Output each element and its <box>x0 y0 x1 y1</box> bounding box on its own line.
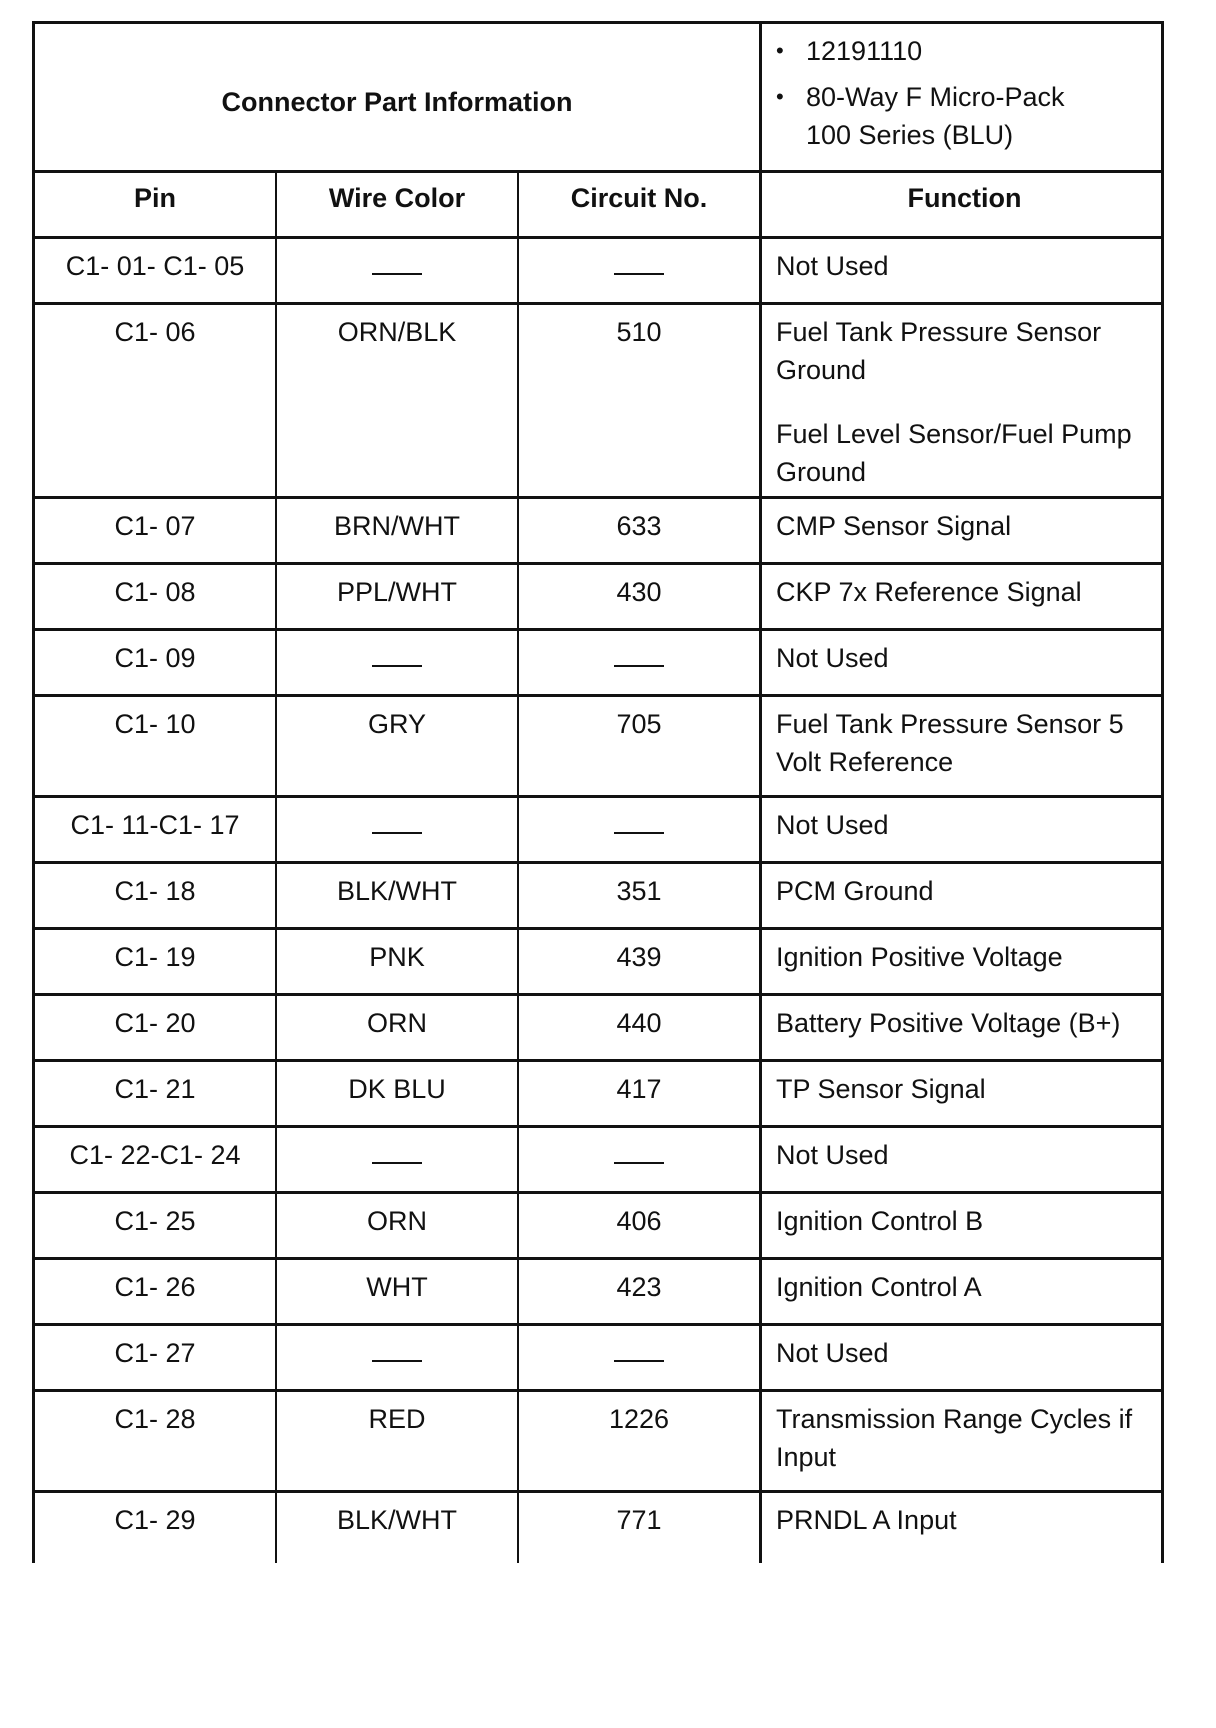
function-cell <box>762 1194 1161 1257</box>
function-text: Not Used <box>776 251 889 281</box>
circuit-cell: 440 <box>519 996 762 1059</box>
table-row <box>35 499 1161 565</box>
function-cell <box>762 697 1161 795</box>
function-cell <box>762 565 1161 628</box>
pin-cell: C1- 07 <box>35 499 277 562</box>
table-row <box>35 1194 1161 1260</box>
connector-table <box>32 21 1164 1563</box>
wire-color-cell: DK BLU <box>277 1062 519 1125</box>
table-row <box>35 631 1161 697</box>
empty-dash <box>372 639 422 667</box>
pin-cell: C1- 28 <box>35 1392 277 1490</box>
col-header-function: Function <box>907 183 1022 213</box>
circuit-cell <box>519 1326 762 1389</box>
column-header-row <box>35 173 1161 239</box>
function-text: Transmission Range Cycles if Input <box>776 1404 1133 1472</box>
circuit-cell <box>519 239 762 302</box>
pin-cell: C1- 10 <box>35 697 277 795</box>
function-cell <box>762 798 1161 861</box>
circuit-cell: 417 <box>519 1062 762 1125</box>
function-cell <box>762 930 1161 993</box>
connector-header <box>35 24 1161 173</box>
empty-dash <box>614 806 664 834</box>
wire-color-cell <box>277 1326 519 1389</box>
function-cell <box>762 1493 1161 1563</box>
wire-color-cell: PPL/WHT <box>277 565 519 628</box>
pin-cell: C1- 22-C1- 24 <box>35 1128 277 1191</box>
empty-dash <box>372 1136 422 1164</box>
pin-cell: C1- 19 <box>35 930 277 993</box>
function-text: Battery Positive Voltage (B+) <box>776 1008 1121 1038</box>
table-row <box>35 1392 1161 1493</box>
part-number: 12191110 <box>806 36 923 66</box>
info-item <box>776 32 1161 70</box>
function-text: Ignition Control B <box>776 1206 984 1236</box>
function-text: Fuel Tank Pressure Sensor 5 Volt Reference <box>776 709 1124 777</box>
function-cell <box>762 1392 1161 1490</box>
function-text: Not Used <box>776 1140 889 1170</box>
function-cell <box>762 996 1161 1059</box>
circuit-cell: 510 <box>519 305 762 496</box>
function-cell <box>762 1326 1161 1389</box>
pin-cell: C1- 11-C1- 17 <box>35 798 277 861</box>
wire-color-cell <box>277 239 519 302</box>
function-cell <box>762 239 1161 302</box>
table-row <box>35 305 1161 499</box>
wire-color-cell: GRY <box>277 697 519 795</box>
wire-color-cell: BLK/WHT <box>277 864 519 927</box>
function-cell <box>762 305 1161 496</box>
connector-title: Connector Part Information <box>35 24 762 170</box>
table-row <box>35 239 1161 305</box>
circuit-cell: 633 <box>519 499 762 562</box>
function-text: Fuel Tank Pressure Sensor Ground <box>776 317 1102 385</box>
empty-dash <box>614 1334 664 1362</box>
function-cell <box>762 1062 1161 1125</box>
table-row <box>35 565 1161 631</box>
table-row <box>35 1260 1161 1326</box>
table-row <box>35 1062 1161 1128</box>
pin-cell: C1- 06 <box>35 305 277 496</box>
table-row <box>35 996 1161 1062</box>
circuit-cell: 430 <box>519 565 762 628</box>
table-row <box>35 1128 1161 1194</box>
wire-color-cell: ORN <box>277 996 519 1059</box>
pin-cell: C1- 08 <box>35 565 277 628</box>
function-text: PCM Ground <box>776 876 934 906</box>
table-body <box>35 239 1161 1563</box>
pin-cell: C1- 01- C1- 05 <box>35 239 277 302</box>
circuit-cell: 351 <box>519 864 762 927</box>
wire-color-cell <box>277 631 519 694</box>
pin-cell: C1- 29 <box>35 1493 277 1563</box>
function-text: TP Sensor Signal <box>776 1074 986 1104</box>
function-text: Not Used <box>776 810 889 840</box>
function-cell <box>762 1260 1161 1323</box>
wire-color-cell <box>277 1128 519 1191</box>
wire-color-cell: ORN/BLK <box>277 305 519 496</box>
bullet-icon: • <box>776 38 784 63</box>
circuit-cell: 771 <box>519 1493 762 1563</box>
function-text: CKP 7x Reference Signal <box>776 577 1082 607</box>
circuit-cell <box>519 631 762 694</box>
connector-description: 80-Way F Micro-Pack 100 Series (BLU) <box>806 82 1065 150</box>
wire-color-cell: BLK/WHT <box>277 1493 519 1563</box>
function-text: Ignition Control A <box>776 1272 982 1302</box>
connector-info <box>762 24 1161 170</box>
empty-dash <box>372 806 422 834</box>
function-text: Ignition Positive Voltage <box>776 942 1063 972</box>
pin-cell: C1- 18 <box>35 864 277 927</box>
circuit-cell <box>519 1128 762 1191</box>
circuit-cell: 1226 <box>519 1392 762 1490</box>
col-header-wire-color: Wire Color <box>277 173 519 236</box>
pin-cell: C1- 20 <box>35 996 277 1059</box>
function-text: PRNDL A Input <box>776 1505 957 1535</box>
function-cell <box>762 864 1161 927</box>
empty-dash <box>614 639 664 667</box>
pin-cell: C1- 21 <box>35 1062 277 1125</box>
wire-color-cell: BRN/WHT <box>277 499 519 562</box>
wire-color-cell: RED <box>277 1392 519 1490</box>
empty-dash <box>372 1334 422 1362</box>
table-row <box>35 798 1161 864</box>
table-row <box>35 1493 1161 1563</box>
function-text: Not Used <box>776 643 889 673</box>
circuit-cell: 423 <box>519 1260 762 1323</box>
function-cell <box>762 631 1161 694</box>
circuit-cell <box>519 798 762 861</box>
table-row <box>35 930 1161 996</box>
function-text: Not Used <box>776 1338 889 1368</box>
function-text: Fuel Level Sensor/Fuel Pump Ground <box>776 419 1132 487</box>
col-header-pin: Pin <box>35 173 277 236</box>
info-item <box>776 78 1161 154</box>
table-row <box>35 864 1161 930</box>
function-text: CMP Sensor Signal <box>776 511 1012 541</box>
wire-color-cell: ORN <box>277 1194 519 1257</box>
circuit-cell: 439 <box>519 930 762 993</box>
function-cell <box>762 1128 1161 1191</box>
col-header-circuit: Circuit No. <box>519 173 762 236</box>
table-row <box>35 1326 1161 1392</box>
bullet-icon: • <box>776 84 784 109</box>
pin-cell: C1- 26 <box>35 1260 277 1323</box>
pin-cell: C1- 09 <box>35 631 277 694</box>
empty-dash <box>614 1136 664 1164</box>
empty-dash <box>372 247 422 275</box>
pin-cell: C1- 25 <box>35 1194 277 1257</box>
function-cell <box>762 499 1161 562</box>
circuit-cell: 705 <box>519 697 762 795</box>
empty-dash <box>614 247 664 275</box>
table-row <box>35 697 1161 798</box>
circuit-cell: 406 <box>519 1194 762 1257</box>
wire-color-cell: PNK <box>277 930 519 993</box>
wire-color-cell <box>277 798 519 861</box>
wire-color-cell: WHT <box>277 1260 519 1323</box>
pin-cell: C1- 27 <box>35 1326 277 1389</box>
